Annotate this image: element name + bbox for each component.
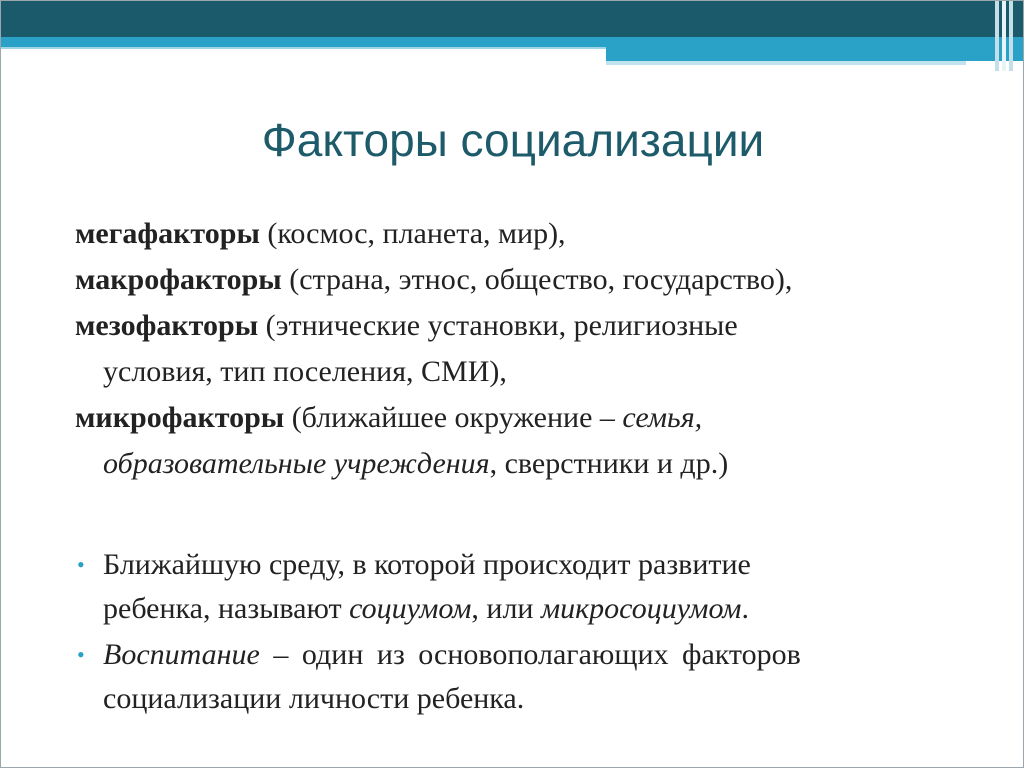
factor-text: (этнические установки, религиозные (258, 309, 738, 342)
factor-macro (75, 257, 975, 303)
factor-micro (75, 395, 975, 487)
factor-term: микрофакторы (75, 401, 285, 434)
bullet-line (103, 587, 975, 631)
top-banner-step-thin (606, 61, 966, 65)
bullet-italic: социумом (349, 592, 472, 625)
bullet-line: Ближайшую среду, в которой происходит развитие (103, 548, 751, 581)
factor-text: , сверстники и др.) (489, 447, 729, 480)
factor-term: макрофакторы (75, 263, 282, 296)
bullet-line (103, 633, 975, 677)
bullet-line: социализации личности ребенка. (103, 682, 525, 715)
top-banner-step (606, 47, 1024, 61)
factor-italic: образовательные учреждения (103, 447, 490, 480)
decorative-bars (995, 1, 1017, 71)
top-banner-line (1, 47, 606, 49)
factor-text-continued (75, 441, 975, 487)
bullet-italic: Воспитание (103, 638, 260, 671)
factor-term: мегафакторы (75, 217, 260, 250)
factor-italic: семья, (622, 401, 703, 434)
bullet-list (75, 543, 975, 723)
top-banner-light (1, 37, 1024, 47)
bullet-text: . (741, 592, 749, 625)
factor-term: мезофакторы (75, 309, 259, 342)
factor-text: (страна, этнос, общество, государство), (281, 263, 793, 296)
bullet-dot-icon: • (77, 552, 85, 577)
bullet-dot-icon: • (77, 642, 85, 667)
top-banner-dark (1, 1, 1024, 37)
factor-mega (75, 211, 975, 257)
factor-text-continued: условия, тип поселения, СМИ), (103, 355, 507, 388)
bullet-text: , или (471, 592, 541, 625)
bullet-item (75, 543, 975, 631)
bullet-text: ребенка, называют (103, 592, 350, 625)
bullet-item (75, 633, 975, 721)
bullet-text: – один из основополагающих факторов (259, 638, 801, 671)
factor-text: (ближайшее окружение – (284, 401, 623, 434)
factors-list (75, 211, 975, 487)
slide-title: Факторы социализации (261, 114, 765, 166)
factor-text: (космос, планета, мир), (259, 217, 566, 250)
bullet-italic: микросоциумом (540, 592, 742, 625)
factor-meso (75, 303, 975, 395)
